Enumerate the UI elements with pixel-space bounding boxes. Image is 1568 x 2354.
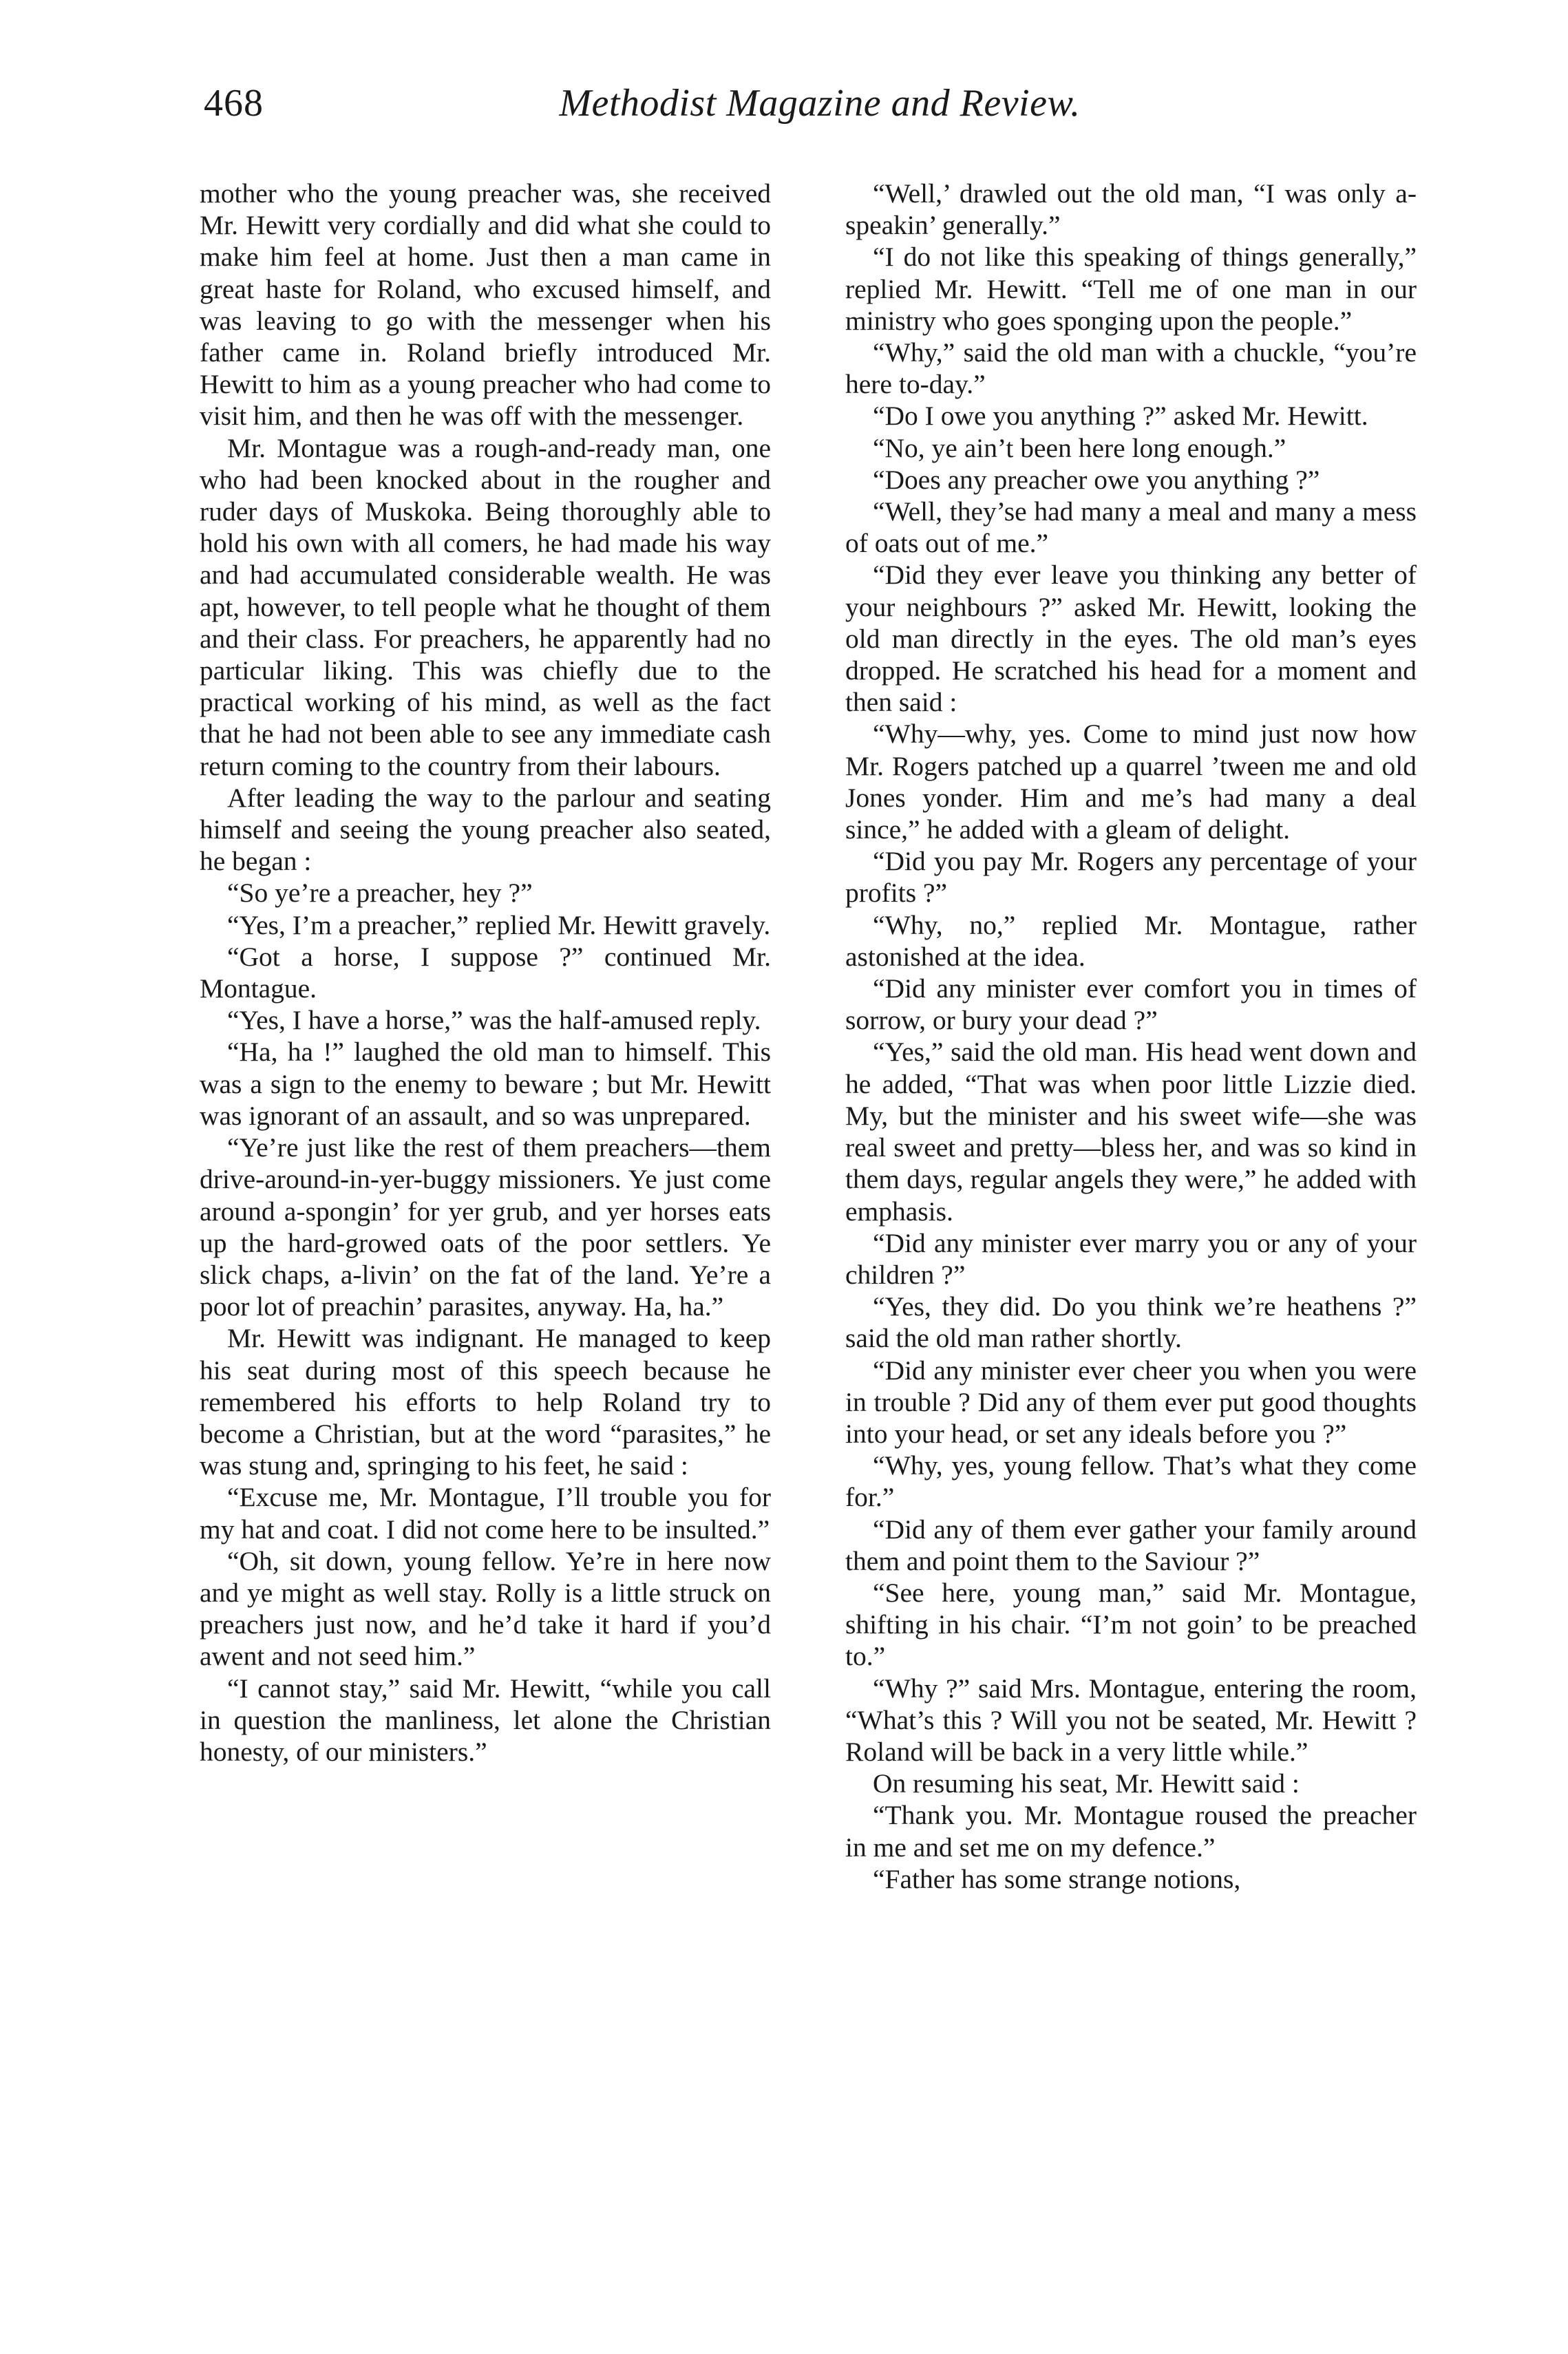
paragraph: “Did any of them ever gather your family around them and point them to the Saviour ?” (845, 1514, 1417, 1576)
paragraph: “Yes, I have a horse,” was the half-amused reply. (227, 1005, 761, 1036)
paragraph: “Did any minister ever cheer you when you were in trouble ? Did any of them ever put good thoughts into your head, or set any ideals before you ?” (845, 1355, 1417, 1449)
paragraph: “Got a horse, I suppose ?” continued Mr. Montague. (200, 941, 771, 1004)
paragraph: “Ye’re just like the rest of them preachers—them drive-around-in-yer-buggy missioners. Ye just come around a-spongin’ for yer grub, and yer horses eats up the hard-growed oats of the poor settlers. Ye slick chaps, a-livin’ on the fat of the land. Ye’re a poor lot of preachin’ parasites, anyway. Ha, ha.” (200, 1132, 771, 1322)
paragraph: “Yes, they did. Do you think we’re heathens ?” said the old man rather shortly. (845, 1291, 1417, 1354)
running-title: Methodist Magazine and Review. (559, 82, 1081, 125)
paragraph: “Why—why, yes. Come to mind just now how Mr. Rogers patched up a quarrel ’tween me and old Jones yonder. Him and me’s had many a deal since,” he added with a gleam of delight. (845, 719, 1417, 845)
paragraph: “No, ye ain’t been here long enough.” (873, 432, 1286, 463)
paragraph: “So ye’re a preacher, hey ?” (227, 878, 533, 909)
paragraph: “See here, young man,” said Mr. Montague, shifting in his chair. “I’m not goin’ to be preached to.” (845, 1577, 1417, 1672)
paragraph: “Do I owe you anything ?” asked Mr. Hewitt. (873, 401, 1368, 432)
page-header (204, 81, 1436, 157)
paragraph: “Did any minister ever comfort you in times of sorrow, or bury your dead ?” (845, 973, 1417, 1036)
paragraph: “Why ?” said Mrs. Montague, entering the room, “What’s this ? Will you not be seated, Mr. Hewitt ? Roland will be back in a very little while.” (845, 1673, 1417, 1767)
paragraph: “Well,’ drawled out the old man, “I was only a-speakin’ generally.” (845, 178, 1417, 241)
paragraph: Mr. Hewitt was indignant. He managed to keep his seat during most of this speech because he remembered his efforts to help Roland try to become a Christian, but at the word “parasites,” he was stung and, springing to his feet, he said : (200, 1323, 771, 1481)
paragraph: “Well, they’se had many a meal and many a mess of oats out of me.” (845, 496, 1417, 559)
paragraph: “Why, no,” replied Mr. Montague, rather astonished at the idea. (845, 909, 1417, 972)
paragraph: mother who the young preacher was, she received Mr. Hewitt very cordially and did what she could to make him feel at home. Just then a man came in great haste for Roland, who excused himself, and was leaving to go with the messenger when his father came in. Roland briefly introduced Mr. Hewitt to him as a young preacher who had come to visit him, and then he was off with the messenger. (200, 178, 771, 432)
paragraph: “Why,” said the old man with a chuckle, “you’re here to-day.” (845, 337, 1417, 400)
paragraph: On resuming his seat, Mr. Hewitt said : (873, 1768, 1300, 1799)
right-column (845, 178, 1417, 1895)
paragraph: Mr. Montague was a rough-and-ready man, one who had been knocked about in the rougher and ruder days of Muskoka. Being thoroughly able to hold his own with all comers, he had made his way and had accumulated considerable wealth. He was apt, however, to tell people what he thought of them and their class. For preachers, he apparently had no particular liking. This was chiefly due to the practical working of his mind, as well as the fact that he had not been able to see any immediate cash return coming to the country from their labours. (200, 432, 771, 781)
paragraph: “Ha, ha !” laughed the old man to himself. This was a sign to the enemy to beware ; but Mr. Hewitt was ignorant of an assault, and so was unprepared. (200, 1037, 771, 1131)
paragraph: After leading the way to the parlour and seating himself and seeing the young preacher also seated, he began : (200, 782, 771, 877)
paragraph: “Oh, sit down, young fellow. Ye’re in here now and ye might as well stay. Rolly is a little struck on preachers just now, and he’d take it hard if you’d awent and not seed him.” (200, 1545, 771, 1672)
left-column (200, 178, 771, 1768)
paragraph: “Did they ever leave you thinking any better of your neighbours ?” asked Mr. Hewitt, looking the old man directly in the eyes. The old man’s eyes dropped. He scratched his head for a moment and then said : (845, 560, 1417, 718)
paragraph: “Yes, I’m a preacher,” replied Mr. Hewitt gravely. (227, 909, 771, 940)
page-number: 468 (204, 82, 264, 125)
paragraph: “Why, yes, young fellow. That’s what they come for.” (845, 1450, 1417, 1513)
paragraph: “Did any minister ever marry you or any of your children ?” (845, 1227, 1417, 1290)
paragraph: “Did you pay Mr. Rogers any percentage of your profits ?” (845, 846, 1417, 909)
paragraph: “I cannot stay,” said Mr. Hewitt, “while you call in question the manliness, let alone the Christian honesty, of our ministers.” (200, 1673, 771, 1767)
paragraph: “Thank you. Mr. Montague roused the preacher in me and set me on my defence.” (845, 1800, 1417, 1863)
paragraph: “Does any preacher owe you anything ?” (873, 464, 1320, 495)
paragraph: “Excuse me, Mr. Montague, I’ll trouble you for my hat and coat. I did not come here to be insulted.” (200, 1482, 771, 1545)
paragraph: “Yes,” said the old man. His head went down and he added, “That was when poor little Lizzie died. My, but the minister and his sweet wife—she was real sweet and pretty—bless her, and was so kind in them days, regular angels they were,” he added with emphasis. (845, 1037, 1417, 1227)
paragraph: “Father has some strange notions, (873, 1863, 1241, 1894)
paragraph: “I do not like this speaking of things generally,” replied Mr. Hewitt. “Tell me of one man in our ministry who goes sponging upon the people.” (845, 242, 1417, 336)
